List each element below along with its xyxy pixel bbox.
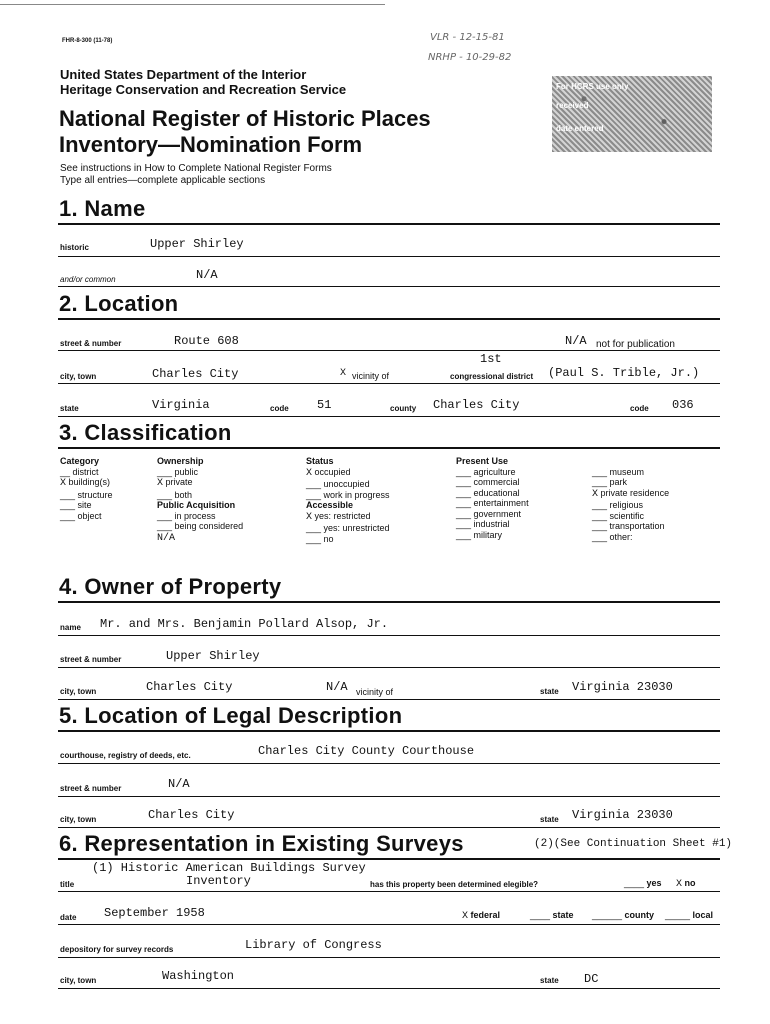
section-6-title: 6. Representation in Existing Surveys [59, 831, 464, 856]
owner-street-value: Upper Shirley [166, 649, 260, 663]
common-name-label: and/or common [60, 275, 116, 284]
use-educational: ___ educational [456, 487, 520, 498]
common-line [58, 286, 720, 287]
owner-city-line [58, 699, 720, 700]
category-site-label: site [77, 500, 92, 510]
legal-street-value: N/A [168, 777, 190, 791]
use-military-label: military [473, 529, 503, 540]
federal-mark: X [462, 911, 469, 922]
category-object-label: object [77, 510, 102, 521]
stamp-date-entered: date entered [556, 124, 604, 133]
owner-name-line [58, 635, 720, 636]
section-3-title: 3. Classification [59, 420, 232, 445]
status-unoccupied-label: unoccupied [323, 479, 370, 489]
use-educational-label: educational [473, 487, 520, 498]
courthouse-label: courthouse, registry of deeds, etc. [60, 751, 191, 760]
use-park: ___ park [592, 477, 628, 487]
section-3-rule [58, 447, 720, 449]
use-park-label: park [609, 477, 628, 487]
present-use-column [456, 456, 529, 540]
historic-name-value: Upper Shirley [150, 237, 244, 251]
county-option: ______ county [592, 910, 655, 920]
ownership-both-label: both [174, 489, 193, 500]
state-option: ____ state [530, 910, 574, 920]
local-option: _____ local [665, 910, 714, 920]
state-code-label: code [270, 404, 289, 413]
ownership-both: ___ both [157, 489, 193, 500]
hcrs-use-only-stamp [552, 76, 712, 152]
form-code: FHR-8-300 (11-78) [62, 38, 113, 44]
congressional-district-value: (Paul S. Trible, Jr.) [548, 366, 700, 380]
nfp-value: N/A [565, 334, 587, 348]
section-1-rule [58, 223, 720, 225]
street-line [58, 350, 720, 351]
yes-unrestricted-label: yes: unrestricted [323, 523, 390, 533]
use-transportation-label: transportation [609, 521, 665, 531]
owner-state-label: state [540, 687, 559, 696]
status-column [306, 456, 390, 544]
vicinity-label: vicinity of [352, 371, 390, 381]
congressional-district-label: congressional district [450, 372, 534, 381]
use-scientific-label: scientific [609, 510, 645, 521]
nfp-label: not for publication [596, 339, 675, 350]
legal-state-label: state [540, 815, 559, 824]
accessible-no-label: no [323, 533, 334, 544]
owner-state-value: Virginia 23030 [572, 680, 673, 694]
use-entertainment: ___ entertainment [456, 498, 529, 508]
ownership-public: ___ public [157, 466, 199, 477]
category-column [60, 456, 113, 521]
section-1-title: 1. Name [59, 196, 146, 221]
congressional-district-number: 1st [480, 352, 502, 366]
federal-label: federal [470, 910, 501, 920]
courthouse-line [58, 763, 720, 764]
survey-city-value: Washington [162, 969, 235, 983]
present-use-header: Present Use [456, 456, 509, 466]
use-commercial-label: commercial [473, 477, 520, 487]
category-header: Category [60, 456, 100, 466]
form-title-line-1: National Register of Historic Places [59, 106, 431, 131]
section-4-title: 4. Owner of Property [59, 574, 282, 599]
accessible-header: Accessible [306, 500, 354, 510]
historic-label: historic [60, 243, 89, 252]
use-other-label: other: [609, 531, 633, 542]
survey-date-line [58, 924, 720, 925]
survey-city-label: city, town [60, 976, 97, 985]
acquisition-being-considered: ___ being considered [157, 521, 244, 531]
category-district-label: district [72, 466, 99, 477]
stamp-label: For HCRS use only [556, 82, 629, 91]
instructions-line-2: Type all entries—complete applicable sections [60, 175, 266, 186]
use-industrial: ___ industrial [456, 519, 510, 529]
state-code-value: 51 [317, 398, 332, 412]
use-scientific: ___ scientific [592, 510, 645, 521]
ownership-private-mark: X [157, 478, 164, 489]
city-line [58, 383, 720, 384]
use-religious-label: religious [609, 500, 644, 510]
service-name: Heritage Conservation and Recreation Service [60, 82, 347, 97]
county-option-label: county [624, 910, 655, 920]
instructions-line-1: See instructions in How to Complete National Register Forms [60, 163, 332, 174]
state-value: Virginia [152, 398, 210, 412]
ownership-column [157, 456, 243, 544]
status-occupied-label: occupied [314, 466, 351, 477]
category-object: ___ object [60, 510, 102, 521]
eligible-no-mark: X [676, 879, 683, 890]
category-building-mark: X [60, 478, 67, 489]
use-agriculture: ___ agriculture [456, 466, 516, 477]
category-building [60, 477, 113, 490]
status-occupied [306, 467, 390, 480]
survey-date-value: September 1958 [104, 906, 205, 920]
use-government-label: government [473, 508, 522, 519]
owner-vicinity-label: vicinity of [356, 687, 394, 697]
accessible-no: ___ no [306, 533, 334, 544]
legal-street-line [58, 796, 720, 797]
use-museum-label: museum [609, 466, 645, 477]
federal-option [462, 910, 500, 922]
local-option-label: local [692, 910, 714, 920]
courthouse-value: Charles City County Courthouse [258, 744, 475, 758]
eligible-yes-label: yes [646, 878, 662, 888]
county-value: Charles City [433, 398, 520, 412]
acquisition-na [157, 532, 243, 545]
survey-date-label: date [60, 913, 77, 922]
section-2-title: 2. Location [59, 291, 179, 316]
section-2-rule [58, 318, 720, 320]
eligible-label: has this property been determined elegible? [370, 880, 539, 889]
owner-name-label: name [60, 623, 81, 632]
legal-state-value: Virginia 23030 [572, 808, 673, 822]
eligible-no-label: no [684, 878, 696, 888]
use-religious: ___ religious [592, 500, 644, 510]
city-label: city, town [60, 372, 97, 381]
owner-vicinity-value: N/A [326, 680, 348, 694]
present-use-column-2 [592, 467, 669, 543]
use-private-residence-label: private residence [600, 487, 670, 498]
legal-city-label: city, town [60, 815, 97, 824]
status-work-in-progress: ___ work in progress [306, 489, 390, 500]
survey-title-line-2: Inventory [186, 874, 251, 888]
state-label: state [60, 404, 79, 413]
state-option-label: state [552, 910, 574, 920]
street-value: Route 608 [174, 334, 239, 348]
county-code-label: code [630, 404, 649, 413]
public-acquisition-header: Public Acquisition [157, 500, 236, 510]
status-occupied-mark: X [306, 467, 313, 479]
use-transportation: ___ transportation [592, 521, 665, 531]
category-building-label: building(s) [68, 477, 111, 487]
owner-city-value: Charles City [146, 680, 233, 694]
scan-top-line [0, 4, 385, 5]
section-4-rule [58, 601, 720, 603]
street-label: street & number [60, 339, 122, 348]
owner-city-label: city, town [60, 687, 97, 696]
accessible-yes-unrestricted: ___ yes: unrestricted [306, 523, 390, 533]
city-value: Charles City [152, 367, 239, 381]
eligible-no [676, 878, 696, 890]
ownership-private [157, 477, 243, 490]
handwritten-vlr-date: VLR - 12-15-81 [430, 32, 505, 43]
use-military: ___ military [456, 529, 503, 540]
owner-street-line [58, 667, 720, 668]
use-commercial: ___ commercial [456, 477, 520, 487]
category-site: ___ site [60, 500, 92, 510]
use-agriculture-label: agriculture [473, 466, 516, 477]
ownership-public-label: public [174, 466, 199, 477]
survey-title-line [58, 891, 720, 892]
section-6-note: (2)(See Continuation Sheet #1) [534, 838, 733, 850]
county-label: county [390, 404, 417, 413]
survey-state-value: DC [584, 972, 599, 986]
state-line [58, 416, 720, 417]
legal-city-value: Charles City [148, 808, 235, 822]
ownership-header: Ownership [157, 456, 204, 466]
vicinity-mark: X [340, 368, 347, 379]
status-unoccupied: ___ unoccupied [306, 479, 370, 489]
being-considered-label: being considered [174, 521, 244, 531]
use-entertainment-label: entertainment [473, 498, 529, 508]
owner-street-label: street & number [60, 655, 122, 664]
survey-city-line [58, 988, 720, 989]
status-work-label: work in progress [323, 489, 390, 500]
historic-line [58, 256, 720, 257]
survey-title-line-1: (1) Historic American Buildings Survey [92, 861, 366, 875]
yes-restricted-mark: X [306, 511, 313, 523]
section-6-rule [58, 858, 720, 860]
accessible-yes-restricted [306, 511, 390, 524]
acquisition-na-value: N/A [157, 532, 176, 544]
status-header: Status [306, 456, 334, 466]
in-process-label: in process [174, 510, 216, 521]
depository-label: depository for survey records [60, 945, 174, 954]
section-5-title: 5. Location of Legal Description [59, 703, 403, 728]
private-residence-mark: X [592, 488, 599, 500]
use-private-residence [592, 488, 669, 501]
county-code-value: 036 [672, 398, 694, 412]
depository-line [58, 957, 720, 958]
handwritten-nrhp-date: NRHP - 10-29-82 [428, 52, 512, 63]
legal-street-label: street & number [60, 784, 122, 793]
use-museum: ___ museum [592, 466, 645, 477]
survey-state-label: state [540, 976, 559, 985]
depository-value: Library of Congress [245, 938, 382, 952]
category-structure: ___ structure [60, 489, 113, 500]
form-title-line-2: Inventory—Nomination Form [59, 132, 363, 157]
department-name: United States Department of the Interior [60, 67, 307, 82]
owner-name-value: Mr. and Mrs. Benjamin Pollard Alsop, Jr. [100, 617, 389, 631]
common-name-value: N/A [196, 268, 218, 282]
eligible-yes: ____ yes [624, 878, 662, 888]
section-5-rule [58, 730, 720, 732]
legal-city-line [58, 827, 720, 828]
category-structure-label: structure [77, 489, 113, 500]
acquisition-in-process: ___ in process [157, 510, 216, 521]
category-district: __ district [60, 466, 99, 477]
use-government: ___ government [456, 508, 522, 519]
yes-restricted-label: yes: restricted [314, 510, 371, 521]
ownership-private-label: private [165, 477, 193, 487]
use-industrial-label: industrial [473, 519, 510, 529]
use-other: ___ other: [592, 531, 633, 542]
stamp-received: received [556, 101, 589, 110]
survey-title-label: title [60, 880, 75, 889]
